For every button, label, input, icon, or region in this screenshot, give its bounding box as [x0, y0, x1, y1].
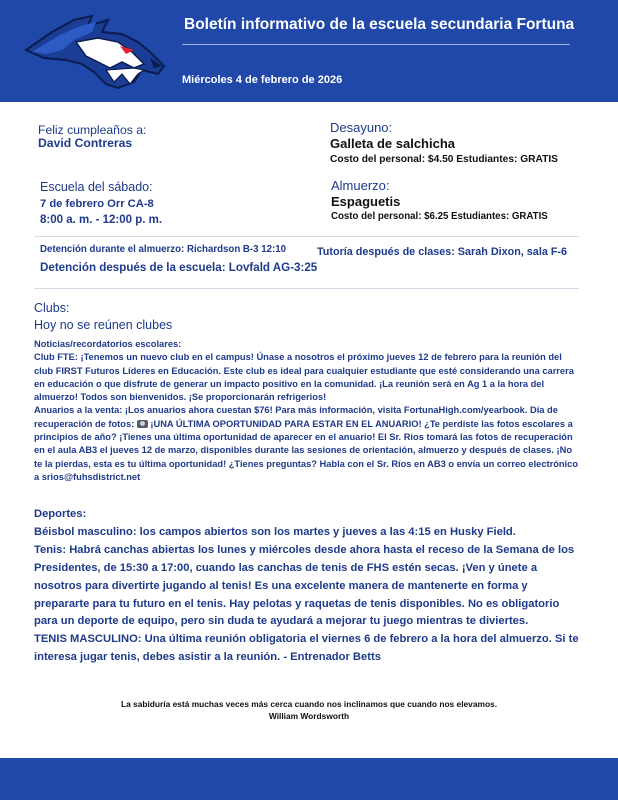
- header-divider: [182, 44, 570, 45]
- newsletter-title: Boletín informativo de la escuela secundaria Fortuna: [184, 16, 575, 33]
- lunch-item: Espaguetis: [331, 194, 401, 209]
- birthday-heading: Feliz cumpleaños a:: [38, 123, 147, 137]
- lunch-heading: Almuerzo:: [331, 178, 390, 193]
- clubs-heading: Clubs:: [34, 301, 70, 315]
- sports-section: [34, 506, 582, 667]
- news-heading: Noticias/recordatorios escolares:: [34, 339, 182, 349]
- newsletter-date: Miércoles 4 de febrero de 2026: [182, 74, 343, 86]
- saturday-school-heading: Escuela del sábado:: [40, 180, 153, 194]
- mens-tennis-announcement: TENIS MASCULINO: Una última reunión obligatoria el viernes 6 de febrero a la hora del almuerzo. Si te interesa jugar tenis, debes asistir a la reunión. - Entrenador Betts: [34, 633, 579, 664]
- after-school-detention: Detención después de la escuela: Lovfald AG-3:25: [40, 261, 318, 274]
- footer-bar: [0, 758, 618, 800]
- clubs-status: Hoy no se reúnen clubes: [34, 318, 173, 332]
- saturday-school-date: 7 de febrero Orr CA-8: [40, 198, 154, 210]
- breakfast-item: Galleta de salchicha: [330, 136, 456, 151]
- divider: [34, 236, 579, 237]
- tennis-announcement: Tenis: Habrá canchas abiertas los lunes y miércoles desde ahora hasta el receso de la Semana de los Presidentes, de 15:30 a 17:00, cuando las canchas de tenis de FHS estén secas. ¡Ven y únete a nosotros para divertirte jugando al tenis! Es una excelente manera de mantenerte en forma y prepararte para tu futuro en el tenis. Hay pelotas y raquetas de tenis disponibles. No es obligatorio para un deporte de equipo, pero sin duda te ayudará a mejorar tu juego mientras te diviertes.: [34, 543, 575, 628]
- breakfast-cost: Costo del personal: $4.50 Estudiantes: GRATIS: [330, 154, 558, 165]
- husky-mascot-icon: [22, 12, 170, 96]
- birthday-name: David Contreras: [38, 136, 133, 150]
- breakfast-heading: Desayuno:: [330, 120, 393, 135]
- divider: [34, 288, 579, 289]
- quote-text: La sabiduría está muchas veces más cerca cuando nos inclinamos que cuando nos elevamos.: [120, 699, 498, 709]
- baseball-announcement: Béisbol masculino: los campos abiertos son los martes y jueves a las 4:15 en Husky Field.: [34, 525, 516, 538]
- saturday-school-time: 8:00 a. m. - 12:00 p. m.: [40, 214, 163, 226]
- quote-author: William Wordsworth: [268, 711, 350, 721]
- tutoring-info: Tutoría después de clases: Sarah Dixon, sala F-6: [317, 246, 568, 258]
- lunch-detention: Detención durante el almuerzo: Richardson B-3 12:10: [40, 244, 287, 255]
- quote: [0, 698, 618, 722]
- lunch-cost: Costo del personal: $6.25 Estudiantes: GRATIS: [331, 211, 548, 222]
- club-fte-announcement: Club FTE: ¡Tenemos un nuevo club en el campus! Únase a nosotros el próximo jueves 12 de febrero para la reunión del club FIRST Futuros Líderes en Educación. Este club es ideal para cualquier estudiante que esté considerando una carrera en educación o que disfrute de generar un impacto positivo en la comunidad. ¡La reunión será en Ag 1 a la hora del almuerzo! Todos son bienvenidos. ¡Se proporcionarán refrigerios!: [34, 352, 574, 403]
- yearbook-text-a: Anuarios a la venta: ¡Los anuarios ahora cuestan $76! Para más información, visita FortunaHigh.com/yearbook. Día de recuperación de fotos:: [34, 405, 558, 429]
- camera-icon: [137, 420, 148, 428]
- school-news: [34, 338, 582, 484]
- yearbook-announcement: [34, 404, 582, 484]
- sports-heading: Deportes:: [34, 508, 87, 520]
- yearbook-text-b: ¡UNA ÚLTIMA OPORTUNIDAD PARA ESTAR EN EL ANUARIO! ¿Te perdiste las fotos escolares a principios de año? ¡Tienes una última oportunidad de aparecer en el anuario! El Sr. Ríos tomará las fotos de recuperación en el aula AB3 el jueves 12 de marzo, disponibles durante las sesiones de orientación, almuerzo y después de clases. ¡No te la pierdas, esta es tu última oportunidad! ¿Tienes preguntas? Habla con el Sr. Ríos en AB3 o envía un correo electrónico a srios@fuhsdistrict.net: [34, 418, 578, 482]
- newsletter-header: [0, 0, 618, 102]
